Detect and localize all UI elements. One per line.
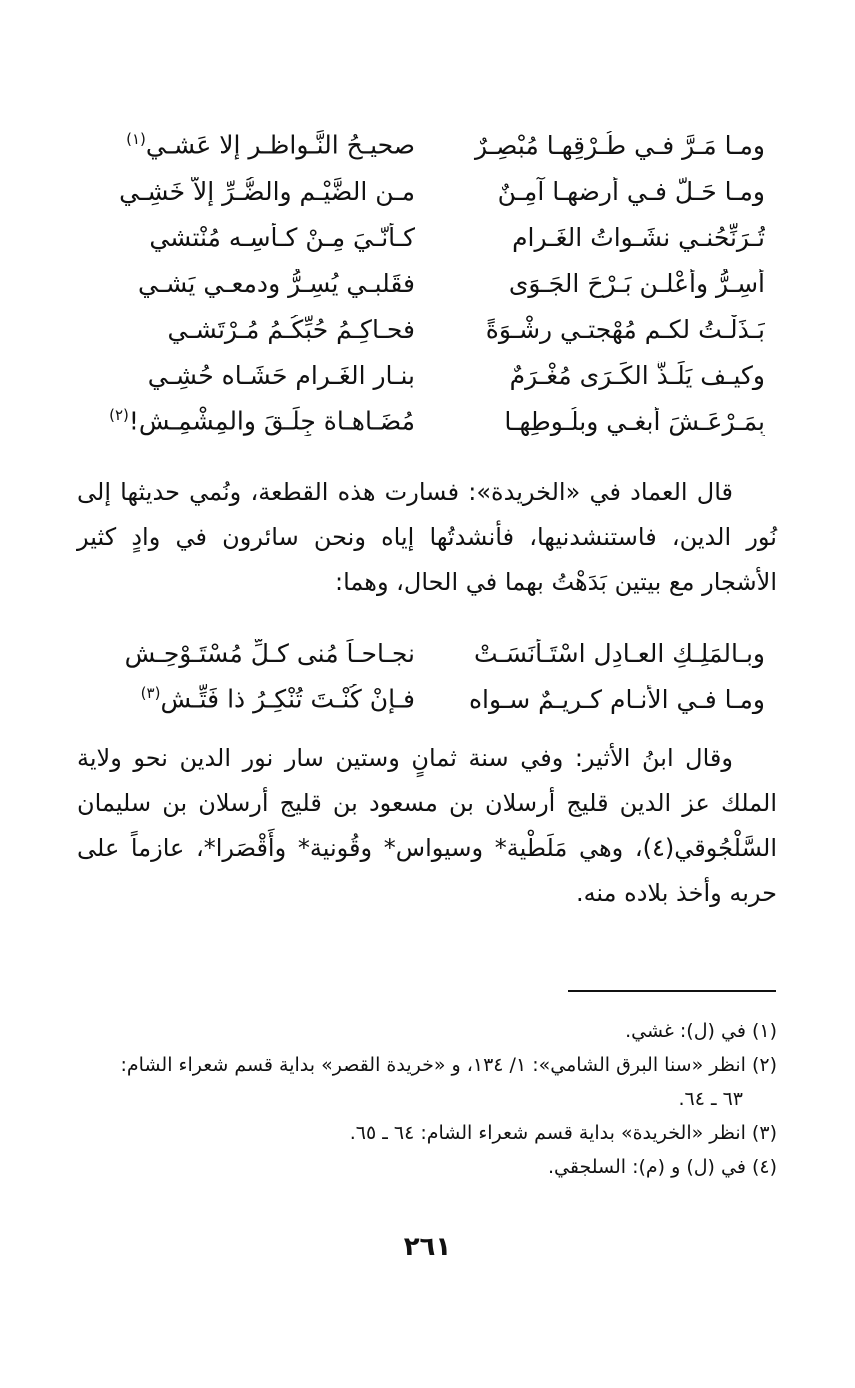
verse-line — [95, 676, 765, 722]
first-hemistich: تُـرَنِّحُنـي نشَـواتُ الغَـرام — [512, 222, 765, 252]
hemistich-text: مُضَـاهـاة جِلِّـقَ والمِشْمِـشِ! — [128, 406, 415, 436]
first-hemistich: بِمَـرْعَـشَ أبغـي وبلُـوطِهـا — [504, 406, 765, 436]
first-hemistich: ومـا حَـلَّ فـي أرضهـا آمِـنٌ — [497, 176, 765, 206]
paragraph-text: وقال ابنُ الأثير: وفي سنة ثمانٍ وستين سار نور الدين نحو ولاية الملك عز الدين قليج أرسلان بن مسعود بن قليج أرسلان بن سليمان السَّلْجُوقي(٤)، وهي مَلَطْية* وسيواس* وقُونية* وأَقْصَرا*، عازماً على حربه وأخذ بلاده منه. — [77, 744, 777, 907]
second-hemistich: مـن الضَّيْـم والضُّـرِّ إلاّ خَشِـي — [119, 176, 415, 206]
footnote-4 — [77, 1150, 777, 1184]
second-hemistich — [95, 684, 415, 713]
prose-paragraph-1 — [77, 470, 777, 605]
first-hemistich: ومـا مَـرَّ فـي طُـرْقِهـا مُبْصِـرٌ — [475, 130, 765, 160]
first-hemistich: أُسِـرُّ وأُعْلـن بَـرْحَ الجَـوَى — [508, 268, 765, 298]
footnotes — [77, 1014, 777, 1184]
second-hemistich — [95, 406, 415, 435]
prose-paragraph-2 — [77, 736, 777, 916]
footnote-marker: (١) — [126, 130, 146, 149]
second-hemistich: بنـار الغَـرام حَشَـاه حُشِـي — [147, 360, 415, 390]
footnote-marker: (٢) — [109, 406, 129, 425]
second-hemistich: نجـاحـاً مُنى كـلِّ مُسْتَـوْحِـشِ — [124, 638, 415, 668]
footnote-text: (٣) انظر «الخريدة» بداية قسم شعراء الشام: ٦٤ ـ ٦٥. — [349, 1122, 777, 1144]
verse-line — [95, 630, 765, 676]
footnote-3 — [77, 1116, 777, 1150]
footnote-continuation: ٦٣ ـ ٦٤. — [678, 1088, 743, 1110]
verse-line — [95, 168, 765, 214]
second-hemistich: فقَلبـي يُسِـرُّ ودمعـي يَشـي — [137, 268, 415, 298]
hemistich-text: فـإنْ كُنْـتَ تُنْكِـرُ ذا فَتِّـشِ — [160, 684, 415, 714]
page-number: ٢٦١ — [403, 1232, 452, 1262]
verse-line — [95, 352, 765, 398]
first-hemistich: بَـذَلْـتُ لكـم مُهْجتـي رِشْـوَةً — [485, 314, 765, 344]
second-hemistich — [95, 130, 415, 159]
footnote-divider — [568, 990, 776, 992]
verse-line — [95, 214, 765, 260]
verse-line — [95, 122, 765, 168]
hemistich-text: صحيـحُ النَّـواظـر إلا عَشـي — [145, 130, 415, 160]
first-hemistich: ومـا فـي الأنـامِ كـريـمٌ سـواه — [468, 684, 765, 714]
poem-block-1 — [95, 122, 765, 444]
poem-block-2 — [95, 630, 765, 722]
second-hemistich: كـأنّـيَ مِـنْ كـأسِـه مُنْتشي — [149, 222, 415, 252]
footnote-text: (١) في (ل): غشي. — [625, 1020, 777, 1042]
footnote-2 — [77, 1048, 777, 1116]
verse-line — [95, 306, 765, 352]
footnote-1 — [77, 1014, 777, 1048]
verse-line — [95, 260, 765, 306]
second-hemistich: فحـاكِـمُ حُبِّكُـمُ مُـرْتَشـي — [167, 314, 415, 344]
paragraph-text: قال العماد في «الخريدة»: فسارت هذه القطعة، ونُمي حديثها إلى نُور الدين، فاستنشدنيها، فأنشدتُها إياه ونحن سائرون في وادٍ كثير الأشجار مع بيتين بَدَهْتُ بهما في الحال، وهما: — [77, 478, 777, 596]
verse-line — [95, 398, 765, 444]
footnote-text: (٢) انظر «سنا البرق الشامي»: ١/ ١٣٤، و «خريدة القصر» بداية قسم شعراء الشام: — [120, 1054, 777, 1076]
first-hemistich: وبـالمَلِـكِ العـادِلِ اسْتَـأنَسَـتْ — [474, 638, 765, 668]
first-hemistich: وكيـف يَلَـذُّ الكَـرَى مُغْـرَمٌ — [509, 360, 765, 390]
footnote-marker: (٣) — [140, 684, 161, 703]
footnote-text: (٤) في (ل) و (م): السلجقي. — [547, 1156, 777, 1178]
